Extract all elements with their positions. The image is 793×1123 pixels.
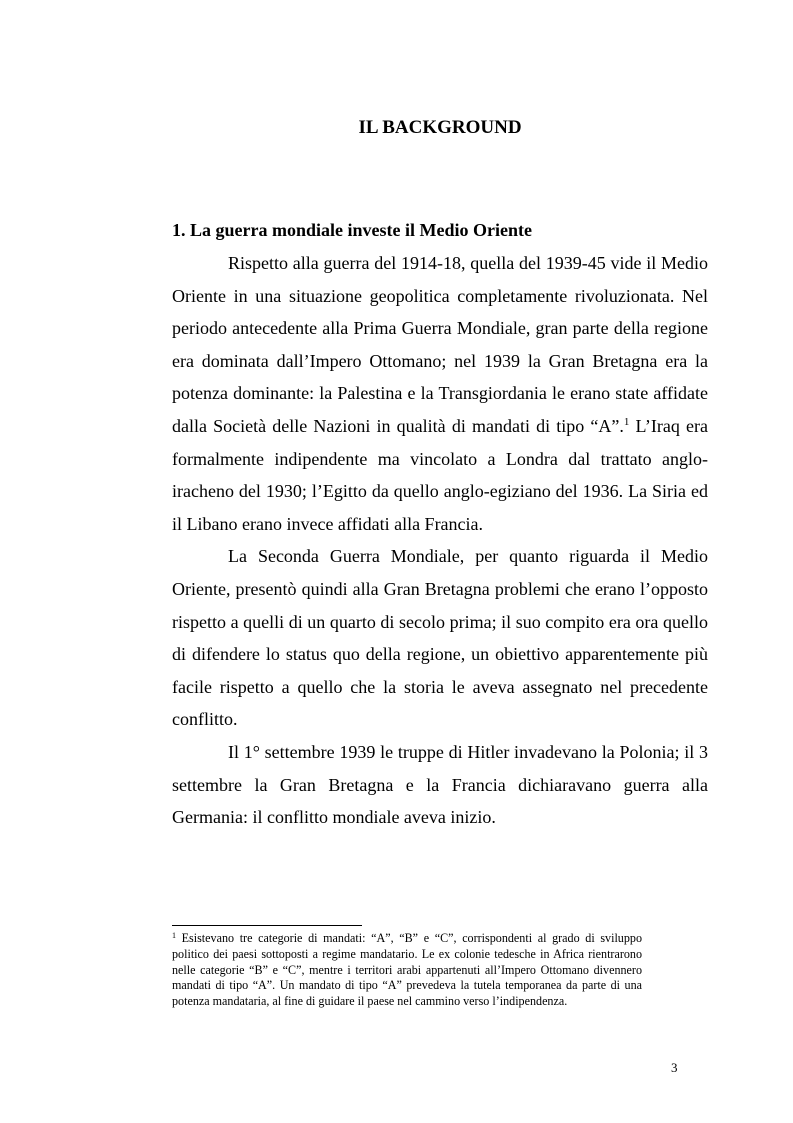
page-number: 3 — [671, 1060, 678, 1075]
footnote-reference[interactable]: 1 — [623, 415, 630, 428]
body-text — [172, 247, 708, 834]
footnote — [172, 931, 642, 1010]
footnote-separator — [172, 925, 362, 926]
paragraph-1-part-1: Rispetto alla guerra del 1914-18, quella del 1939-45 vide il Medio Oriente in una situazione geopolitica completamente rivoluzionata. Nel periodo antecedente alla Prima Guerra Mondiale, gran parte della regione era dominata dall’Impero Ottomano; nel 1939 la Gran Bretagna era la potenza dominante: la Palestina e la Transgiordania le erano state affidate dalla Società delle Nazioni in qualità di mandati di tipo “A”. — [172, 253, 708, 436]
paragraph-2: La Seconda Guerra Mondiale, per quanto riguarda il Medio Oriente, presentò quindi alla Gran Bretagna problemi che erano l’opposto rispetto a quelli di un quarto di secolo prima; il suo compito era ora quello di difendere lo status quo della regione, un obiettivo apparentemente più facile rispetto a quello che la storia le aveva assegnato nel precedente conflitto. — [172, 546, 708, 730]
paragraph-3: Il 1° settembre 1939 le truppe di Hitler invadevano la Polonia; il 3 settembre la Gran Bretagna e la Francia dichiaravano guerra alla Germania: il conflitto mondiale aveva inizio. — [172, 741, 708, 828]
section-heading: 1. La guerra mondiale investe il Medio Oriente — [172, 220, 532, 240]
footnote-marker: 1 — [172, 931, 176, 940]
chapter-title: IL BACKGROUND — [358, 117, 522, 138]
paragraph-1 — [172, 247, 708, 540]
footnote-text: Esistevano tre categorie di mandati: “A”, “B” e “C”, corrispondenti al grado di sviluppo politico dei paesi sottoposti a regime mandatario. Le ex colonie tedesche in Africa rientrarono nelle categorie “B” e “C”, mentre i territori arabi appartenuti all’Impero Ottomano divennero mandati di tipo “A”. Un mandato di tipo “A” prevedeva la tutela temporanea da parte di una potenza mandataria, al fine di guidare il paese nel cammino verso l’indipendenza. — [172, 931, 642, 1009]
paragraph-1-part-2: L’Iraq era formalmente indipendente ma vincolato a Londra dal trattato anglo-iracheno del 1930; l’Egitto da quello anglo-egiziano del 1936. La Siria ed il Libano erano invece affidati alla Francia. — [172, 415, 708, 534]
